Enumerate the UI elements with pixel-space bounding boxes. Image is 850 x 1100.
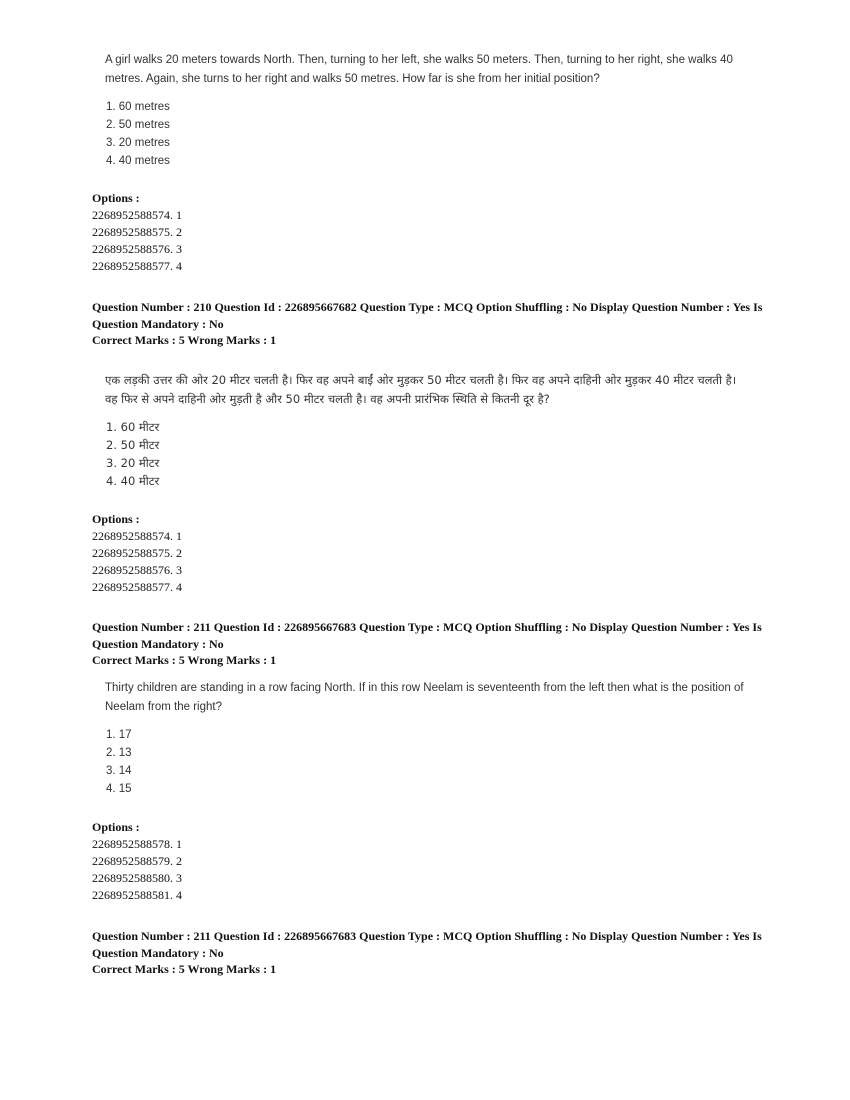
answer-choice: 2. 50 metres [106,119,170,131]
question-meta [92,928,772,978]
option-id: 2268952588577. 4 [92,580,182,594]
option-id: 2268952588575. 2 [92,546,182,560]
question-meta [92,299,772,349]
answer-choice: 3. 20 metres [106,137,170,149]
option-id: 2268952588577. 4 [92,259,182,273]
answer-choice: 3. 20 मीटर [106,456,160,470]
question-meta-line: Question Mandatory : No [92,945,224,960]
option-id: 2268952588580. 3 [92,871,182,885]
answer-choices [106,726,132,798]
options-label: Options : [92,512,140,526]
options-label: Options : [92,191,140,205]
answer-choice: 1. 60 metres [106,101,170,113]
question-meta-line: Question Mandatory : No [92,316,224,331]
option-id: 2268952588576. 3 [92,242,182,256]
question-meta-line: Question Number : 211 Question Id : 226895667683 Question Type : MCQ Option Shuffling : No Display Question Number : Yes Is [92,620,762,634]
option-id: 2268952588574. 1 [92,529,182,543]
answer-choices [106,418,159,490]
option-id: 2268952588575. 2 [92,225,182,239]
question-text-hindi: एक लड़की उत्तर की ओर 20 मीटर चलती है। फिर वह अपने बाईं ओर मुड़कर 50 मीटर चलती है। फिर वह अपने दाहिनी ओर मुड़कर 40 मीटर चलती है। वह फिर से अपने दाहिनी ओर मुड़ती है और 50 मीटर चलती है। वह अपनी प्रारंभिक स्थिति से कितनी दूर है? [105,373,737,406]
answer-choice: 1. 60 मीटर [106,420,160,434]
option-id: 2268952588574. 1 [92,208,182,222]
question-text: Thirty children are standing in a row facing North. If in this row Neelam is seventeenth from the left then what is the position of Neelam from the right? [105,682,744,713]
answer-choices [106,98,170,170]
options-list [92,511,182,596]
question-meta-line: Question Number : 210 Question Id : 226895667682 Question Type : MCQ Option Shuffling : No Display Question Number : Yes Is [92,300,763,314]
answer-choice: 1. 17 [106,729,132,741]
question-meta-line: Question Mandatory : No [92,636,224,651]
options-list [92,819,182,904]
marks-line: Correct Marks : 5 Wrong Marks : 1 [92,333,277,347]
marks-line: Correct Marks : 5 Wrong Marks : 1 [92,653,277,667]
question-text: A girl walks 20 meters towards North. Then, turning to her left, she walks 50 meters. Then, turning to her right, she walks 40 metres. Again, she turns to her right and walks 50 metres. How far is she from her initial position? [105,54,733,85]
answer-choice: 4. 40 मीटर [106,474,160,488]
options-list [92,190,182,275]
answer-choice: 3. 14 [106,765,132,777]
option-id: 2268952588579. 2 [92,854,182,868]
question-meta-line: Question Number : 211 Question Id : 226895667683 Question Type : MCQ Option Shuffling : No Display Question Number : Yes Is [92,929,762,943]
answer-choice: 2. 13 [106,747,132,759]
question-meta [92,619,772,669]
answer-choice: 2. 50 मीटर [106,438,160,452]
option-id: 2268952588578. 1 [92,837,182,851]
answer-choice: 4. 15 [106,783,132,795]
option-id: 2268952588581. 4 [92,888,182,902]
marks-line: Correct Marks : 5 Wrong Marks : 1 [92,962,277,976]
answer-choice: 4. 40 metres [106,155,170,167]
option-id: 2268952588576. 3 [92,563,182,577]
options-label: Options : [92,820,140,834]
